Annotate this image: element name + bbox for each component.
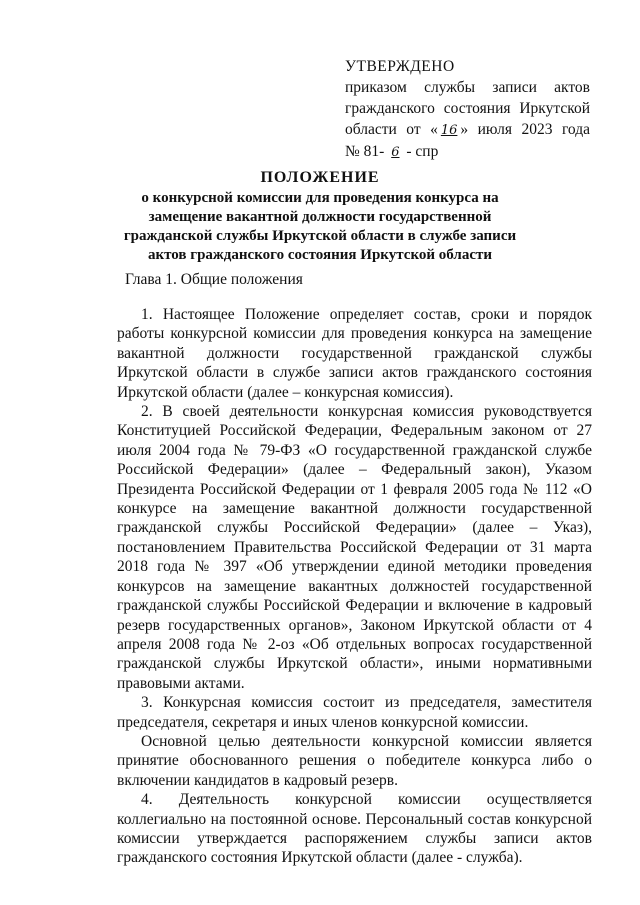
paragraph-3: 3. Конкурсная комиссия состоит из председателя, заместителя председателя, секретаря и иных членов конкурсной комиссии. <box>117 694 592 731</box>
paragraph-2: 2. В своей деятельности конкурсная комиссия руководствуется Конституцией Российской Федерации, Федеральным законом от 27 июля 2004 года № 79-ФЗ «О государственной гражданской службе Российской Федерации» (далее – Федеральный закон), Указом Президента Российской Федерации от 1 февраля 2005 года № 112 «О конкурсе на замещение вакантной должности государственной гражданской службы Российской Федерации» (далее – Указ), постановлением Правительства Российской Федерации от 31 марта 2018 года № 397 «Об утверждении единой методики проведения конкурсов на замещение вакантных должностей государственной гражданской службы Российской Федерации и включение в кадровый резерв государственных органов», Законом Иркутской области от 4 апреля 2008 года № 2-оз «Об отдельных вопросах государственной гражданской службы Иркутской области», иными нормативными правовыми актами. <box>117 403 592 692</box>
approval-stamp <box>345 56 590 163</box>
document-title <box>110 168 530 265</box>
title-heading: ПОЛОЖЕНИЕ <box>260 169 380 186</box>
approval-line-1: приказом службы записи актов <box>345 79 590 96</box>
handwritten-day: 16 <box>440 123 458 138</box>
approval-line-2: гражданского состояния Иркутской <box>345 100 590 117</box>
paragraph-1: 1. Настоящее Положение определяет состав, сроки и порядок работы конкурсной комиссии для проведения конкурса на замещение вакантной должности государственной гражданской службы Иркутской области в службе записи актов гражданского состояния Иркутской области (далее – конкурсная комиссия). <box>117 306 592 401</box>
handwritten-number: 6 <box>391 145 400 160</box>
title-subtitle: о конкурсной комиссии для проведения конкурса на замещение вакантной должности государственной гражданской службы Иркутской области в службе записи актов гражданского состояния Иркутской области <box>123 190 517 263</box>
approval-line-3: области от « 16 » июля 2023 года <box>345 119 590 141</box>
chapter-heading: Глава 1. Общие положения <box>125 271 303 288</box>
document-body <box>117 305 592 868</box>
approval-line-4: № 81- 6 - спр <box>345 141 590 163</box>
approval-heading: УТВЕРЖДЕНО <box>345 58 455 75</box>
paragraph-4: 4. Деятельность конкурсной комиссии осуществляется коллегиально на постоянной основе. Персональный состав конкурсной комиссии утверждается распоряжением службы записи актов гражданского состояния Иркутской области (далее - служба). <box>117 791 592 867</box>
paragraph-3-cont: Основной целью деятельности конкурсной комиссии является принятие обоснованного решения о победителе конкурса либо о включении кандидатов в кадровый резерв. <box>117 732 592 789</box>
